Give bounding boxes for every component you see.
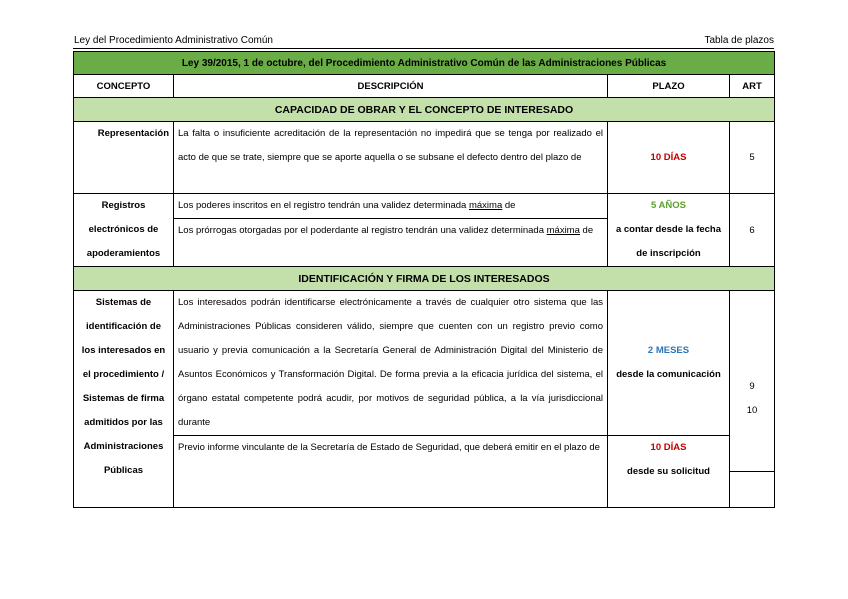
concept-representacion: Representación (74, 122, 174, 194)
desc-registros-part1: Los poderes inscritos en el registro tendrán una validez determinada máxima de (178, 200, 516, 211)
col-header-descripcion: DESCRIPCIÓN (174, 75, 608, 98)
concept-sistemas: Sistemas de identificación de los interesados en el procedimiento / Sistemas de firma admitidos por las Administraciones Públicas (74, 291, 174, 508)
concept-registros: Registros electrónicos de apoderamientos (74, 194, 174, 267)
header-right: Tabla de plazos (704, 35, 774, 46)
art-sistemas-9: 9 (749, 380, 755, 392)
art-sistemas-10: 10 (746, 404, 758, 416)
plazo-registros (608, 194, 730, 267)
art-sistemas (730, 291, 775, 508)
table-row (74, 194, 775, 267)
plazo-sistemas (608, 291, 730, 508)
section-title-capacidad: CAPACIDAD DE OBRAR Y EL CONCEPTO DE INTERESADO (74, 98, 775, 122)
section-row (74, 267, 775, 291)
plazo-sistemas-value1: 2 MESES (647, 345, 690, 356)
desc-registros-part2: Los prórrogas otorgadas por el poderdante al registro tendrán una validez determinada máxima de (174, 218, 607, 243)
desc-representacion: La falta o insuficiente acreditación de la representación no impedirá que se tenga por realizado el acto de que se trate, siempre que se aporte aquella o se subsane el defecto dentro del plazo de (174, 122, 608, 194)
plazo-sistemas-value2: 10 DÍAS (650, 442, 687, 453)
art-sistemas-cell (730, 327, 774, 472)
plazo-sistemas-block2 (608, 436, 729, 484)
art-registros: 6 (730, 194, 775, 267)
table-title: Ley 39/2015, 1 de octubre, del Procedimiento Administrativo Común de las Administraciones Públicas (74, 52, 775, 75)
table-row (74, 291, 775, 508)
col-header-plazo: PLAZO (608, 75, 730, 98)
art-representacion: 5 (730, 122, 775, 194)
plazo-sistemas-block1 (608, 291, 729, 436)
plazo-registros-value: 5 AÑOS (650, 200, 687, 211)
plazo-sistemas-sub1: desde la comunicación (616, 369, 721, 380)
table-title-row (74, 52, 775, 75)
desc-sistemas (174, 291, 608, 508)
desc-sistemas-part2: Previo informe vinculante de la Secretaría de Estado de Seguridad, que deberá emitir en el plazo de (174, 435, 607, 460)
plazo-sistemas-sub2: desde su solicitud (627, 466, 710, 477)
section-title-identificacion: IDENTIFICACIÓN Y FIRMA DE LOS INTERESADOS (74, 267, 775, 291)
deadlines-table (73, 51, 775, 508)
col-header-concepto: CONCEPTO (74, 75, 174, 98)
plazo-registros-sub: a contar desde la fecha de inscripción (615, 224, 722, 259)
desc-registros (174, 194, 608, 267)
table-header-row (74, 75, 775, 98)
table-row (74, 122, 775, 194)
header-left: Ley del Procedimiento Administrativo Común (74, 35, 273, 46)
section-row (74, 98, 775, 122)
plazo-representacion: 10 DÍAS (608, 122, 730, 194)
desc-sistemas-part1: Los interesados podrán identificarse electrónicamente a través de cualquier otro sistema que las Administraciones Públicas consideren válido, siempre que cuenten con un registro previo como usuario y previa comunicación a la Secretaría General de Administración Digital del Ministerio de Asuntos Económicos y Transformación Digital. De forma previa a la eficacia jurídica del sistema, el órgano estatal competente podrá acudir, por motivos de seguridad pública, a la vía jurisdiccional durante (178, 297, 603, 428)
header-divider (73, 48, 774, 49)
col-header-art: ART (730, 75, 775, 98)
